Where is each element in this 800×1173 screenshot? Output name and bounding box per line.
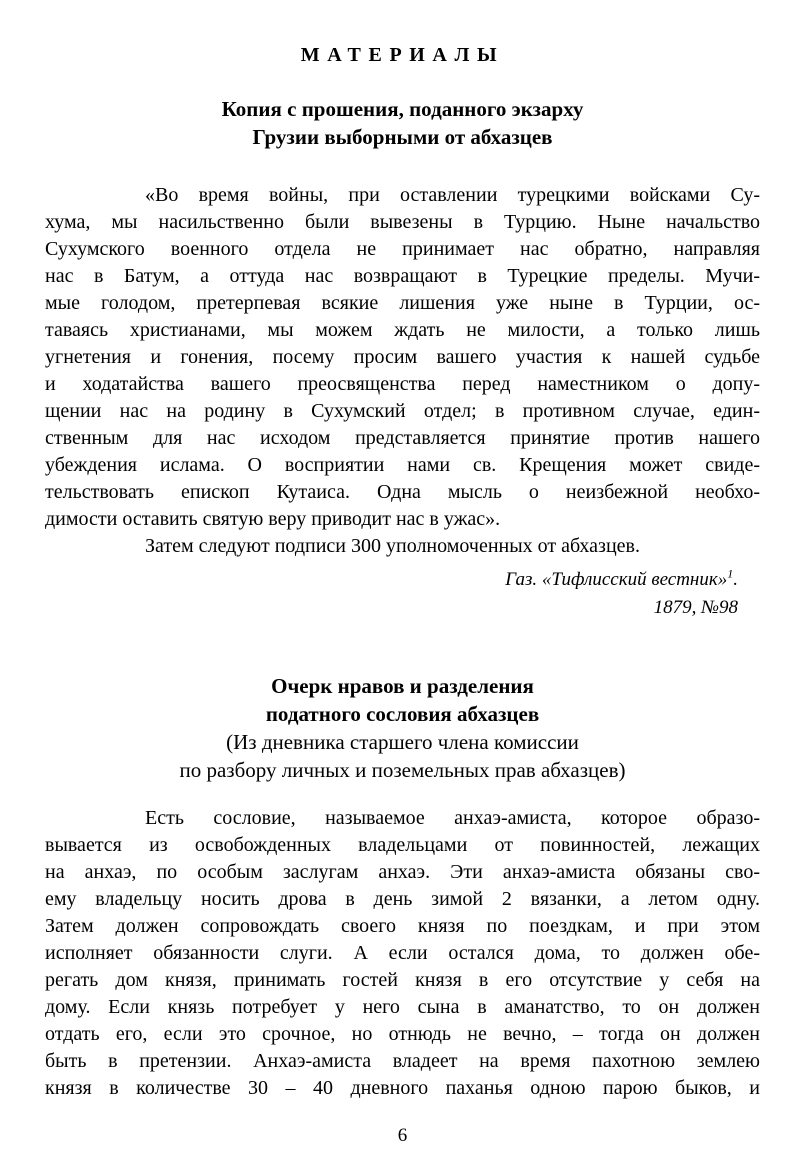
text-line: вывается из освобожденных владельцами от повинностей, лежащих — [45, 834, 760, 856]
petition-quote — [45, 182, 760, 533]
page-title: МАТЕРИАЛЫ — [300, 44, 505, 66]
text-line: ему владельцу носить дрова в день зимой 2 вязанки, а летом одну. — [45, 888, 760, 910]
essay-subtitle-line-1: (Из дневника старшего члена комиссии — [226, 730, 579, 754]
text-line: хума, мы насильственно были вывезены в Турцию. Ныне начальство — [45, 211, 760, 233]
citation-source: Газ. «Тифлисский вестник» — [505, 569, 728, 590]
text-line: Затем должен сопровождать своего князя по поездкам, и при этом — [45, 915, 760, 937]
text-line: отдать его, если это срочное, но отнюдь не вечно, – тогда он должен — [45, 1023, 760, 1045]
page-number: 6 — [397, 1125, 408, 1146]
footnote-marker: 1 — [727, 566, 734, 581]
citation — [45, 566, 760, 622]
text-line: быть в претензии. Анхаэ-амиста владеет на время пахотною землею — [45, 1050, 760, 1072]
petition-title — [45, 95, 760, 151]
petition-title-line-2: Грузии выборными от абхазцев — [252, 125, 553, 149]
petition-title-line-1: Копия с прошения, поданного экзарху — [221, 97, 584, 121]
essay-paragraph — [45, 805, 760, 1102]
citation-period: . — [733, 569, 738, 590]
essay-title-line-2: податного сословия абхазцев — [265, 702, 540, 726]
petition-body — [45, 182, 760, 560]
text-line: регать дом князя, принимать гостей князя в его отсутствие у себя на — [45, 969, 760, 991]
text-line: и ходатайства вашего преосвященства перед наместником о допу- — [45, 373, 760, 395]
text-line: угнетения и гонения, посему просим вашего участия к нашей судьбе — [45, 346, 760, 368]
text-line: убеждения ислама. О восприятии нами св. Крещения может свиде- — [45, 454, 760, 476]
text-line: дому. Если князь потребует у него сына в аманатство, то он должен — [45, 996, 760, 1018]
text-line: тельствовать епископ Кутаиса. Одна мысль о неизбежной необхо- — [45, 481, 760, 503]
signatures-note: Затем следуют подписи 300 уполномоченных от абхазцев. — [145, 535, 640, 557]
text-line: мые голодом, претерпевая всякие лишения уже ныне в Турции, ос- — [45, 292, 760, 314]
text-line: князя в количестве 30 – 40 дневного паханья одною парою быков, и — [45, 1077, 760, 1099]
essay-title-line-1: Очерк нравов и разделения — [271, 674, 534, 698]
text-line: щении нас на родину в Сухумский отдел; в противном случае, един- — [45, 400, 760, 422]
text-line: Сухумского военного отдела не принимает нас обратно, направляя — [45, 238, 760, 260]
text-line: Есть сословие, называемое анхаэ-амиста, которое образо- — [145, 807, 760, 829]
essay-title — [45, 672, 760, 784]
text-line: нас в Батум, а оттуда нас возвращают в Турецкие пределы. Мучи- — [45, 265, 760, 287]
essay-body — [45, 805, 760, 1102]
text-line: на анхаэ, по особым заслугам анхаэ. Эти анхаэ-амиста обязаны сво- — [45, 861, 760, 883]
text-line: «Во время войны, при оставлении турецкими войсками Су- — [145, 184, 760, 206]
text-line: таваясь христианами, мы можем ждать не милости, а только лишь — [45, 319, 760, 341]
text-line: исполняет обязанности слуги. А если остался дома, то должен обе- — [45, 942, 760, 964]
text-line: димости оставить святую веру приводит нас в ужас». — [45, 508, 501, 530]
text-line: ственным для нас исходом представляется принятие против нашего — [45, 427, 760, 449]
essay-subtitle-line-2: по разбору личных и поземельных прав абхазцев) — [179, 758, 626, 782]
citation-source-line — [45, 566, 738, 594]
citation-issue: 1879, №98 — [653, 597, 738, 618]
